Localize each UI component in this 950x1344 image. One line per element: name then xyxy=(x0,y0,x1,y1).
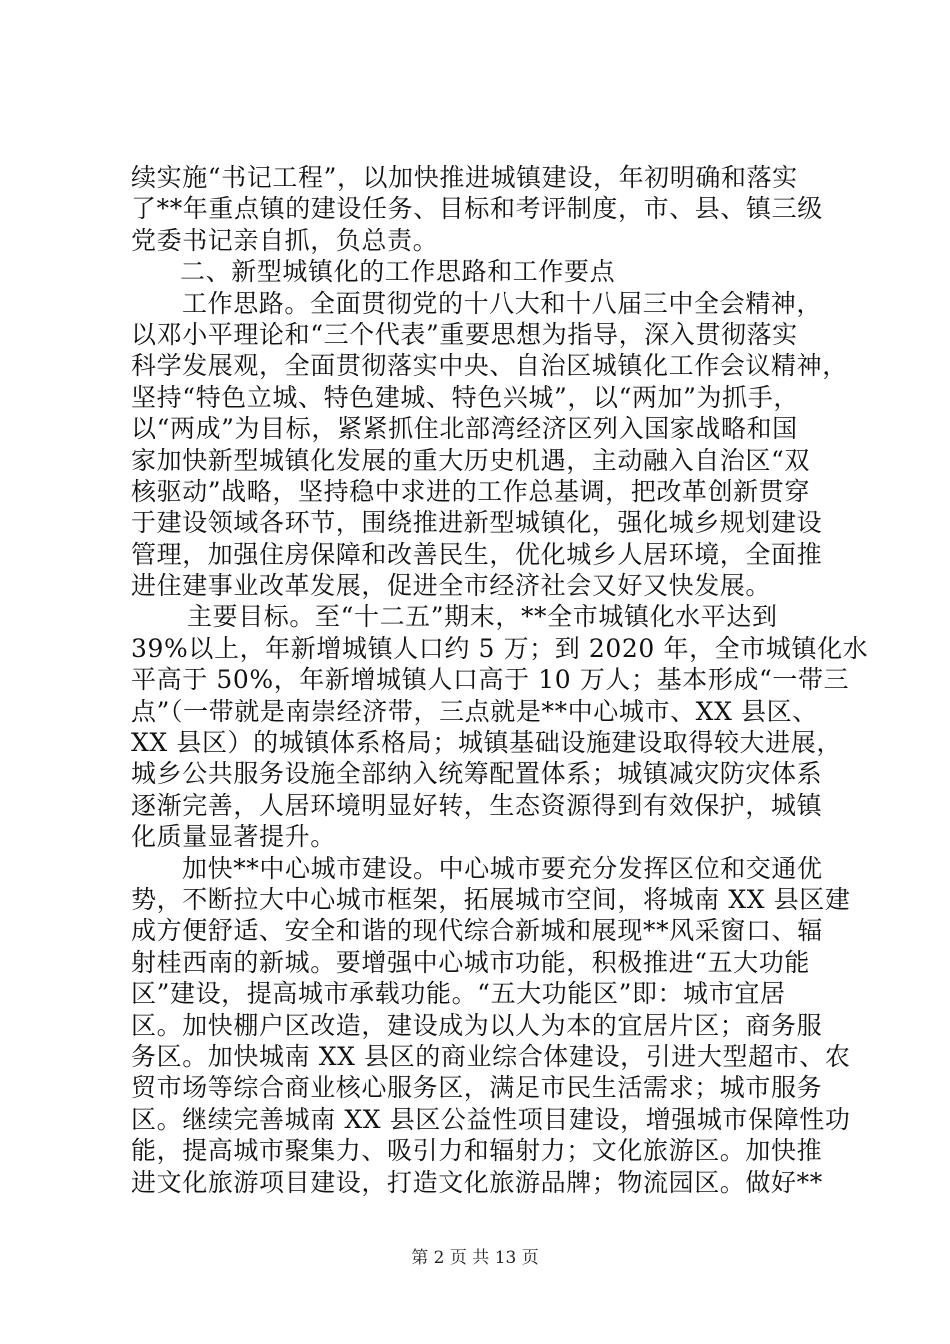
text-line: 工作思路。全面贯彻党的十八大和十八届三中全会精神， xyxy=(182,288,823,318)
text-line: 逐渐完善，人居环境明显好转，生态资源得到有效保护，城镇 xyxy=(131,790,823,820)
text-line: 射桂西南的新城。要增强中心城市功能，积极推进“五大功能 xyxy=(131,947,810,977)
text-line: 进文化旅游项目建设，打造文化旅游品牌；物流园区。做好** xyxy=(131,1167,823,1197)
text-line: 核驱动”战略，坚持稳中求进的工作总基调，把改革创新贯穿 xyxy=(131,476,810,506)
text-line: 点”（一带就是南崇经济带，三点就是**中心城市、XX 县区、 xyxy=(131,696,818,726)
page-footer: 第 2 页 共 13 页 xyxy=(411,1248,539,1268)
text-line: 务区。加快城南 XX 县区的商业综合体建设，引进大型超市、农 xyxy=(131,1041,851,1071)
text-line: 主要目标。至“十二五”期末，**全市城镇化水平达到 xyxy=(187,602,778,632)
text-line: 加快**中心城市建设。中心城市要充分发挥区位和交通优 xyxy=(182,853,823,883)
text-line: 势，不断拉大中心城市框架，拓展城市空间，将城南 XX 县区建 xyxy=(131,884,851,914)
section-heading: 二、新型城镇化的工作思路和工作要点 xyxy=(180,257,616,287)
text-line: 平高于 50%，年新增城镇人口高于 10 万人；基本形成“一带三 xyxy=(131,665,850,695)
text-line: 管理，加强住房保障和改善民生，优化城乡人居环境，全面推 xyxy=(131,539,823,569)
text-line: 坚持“特色立城、特色建城、特色兴城”，以“两加”为抓手， xyxy=(131,382,799,412)
text-line: 科学发展观，全面贯彻落实中央、自治区城镇化工作会议精神， xyxy=(131,351,848,381)
text-line: 贸市场等综合商业核心服务区，满足市民生活需求；城市服务 xyxy=(131,1073,823,1103)
text-line: 能，提高城市聚集力、吸引力和辐射力；文化旅游区。加快推 xyxy=(131,1136,823,1166)
text-line: 党委书记亲自抓，负总责。 xyxy=(131,225,439,255)
text-line: 区”建设，提高城市承载功能。“五大功能区”即：城市宜居 xyxy=(131,979,786,1009)
text-line: 化质量显著提升。 xyxy=(131,822,336,852)
text-line: 进住建事业改革发展，促进全市经济社会又好又快发展。 xyxy=(131,571,772,601)
document-body xyxy=(131,162,869,1198)
text-line: 了**年重点镇的建设任务、目标和考评制度，市、县、镇三级 xyxy=(131,194,823,224)
text-line: 区。加快棚户区改造，建设成为以人为本的宜居片区；商务服 xyxy=(131,1010,823,1040)
text-line: 续实施“书记工程”，以加快推进城镇建设，年初明确和落实 xyxy=(131,163,798,192)
text-line: 以“两成”为目标，紧紧抓住北部湾经济区列入国家战略和国 xyxy=(131,414,798,444)
text-line: 39%以上，年新增城镇人口约 5 万；到 2020 年，全市城镇化水 xyxy=(131,633,869,663)
text-line: XX 县区）的城镇体系格局；城镇基础设施建设取得较大进展， xyxy=(131,728,842,758)
text-line: 成方便舒适、安全和谐的现代综合新城和展现**风采窗口、辐 xyxy=(131,916,823,946)
text-line: 家加快新型城镇化发展的重大历史机遇，主动融入自治区“双 xyxy=(131,445,810,475)
text-line: 于建设领域各环节，围绕推进新型城镇化，强化城乡规划建设 xyxy=(131,508,823,538)
text-line: 城乡公共服务设施全部纳入统筹配置体系；城镇减灾防灾体系 xyxy=(131,759,823,789)
text-line: 以邓小平理论和“三个代表”重要思想为指导，深入贯彻落实 xyxy=(131,319,798,349)
text-line: 区。继续完善城南 XX 县区公益性项目建设，增强城市保障性功 xyxy=(131,1104,851,1134)
